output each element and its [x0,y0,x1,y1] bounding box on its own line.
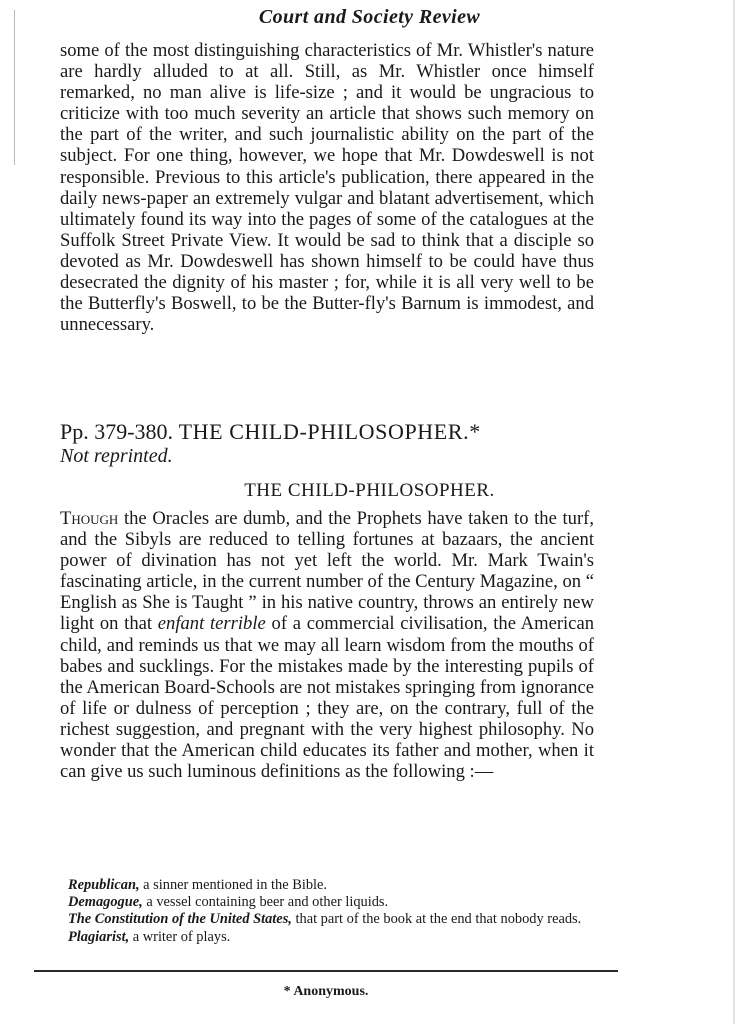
footnote: * Anonymous. [283,984,369,999]
section-title: THE CHILD-PHILOSOPHER. [244,480,495,501]
definition-item [68,877,608,894]
definition-term: Plagiarist, [68,928,130,945]
definition-text: a writer of plays. [129,928,231,945]
lead-word: Though [60,508,119,529]
definitions-list [68,877,608,946]
article-body-paragraph: Though the Oracles are dumb, and the Prophets have taken to the turf, and the Sibyls are reduced to telling fortunes at bazaars, the ancient power of divination has not yet left the world. Mr. Mark Twain's fascinating article, in the current number of the Century Magazine, on “ English as She is Taught ” in his native country, throws an entirely new light on that enfant terrible of a commercial civilisation, the American child, and reminds us that we may all learn wisdom from the mouths of babes and sucklings. For the mistakes made by the interesting pupils of the American Board-Schools are not mistakes springing from ignorance of life or dulness of perception ; they are, on the contrary, full of the richest suggestion, and pregnant with the very highest philosophy. No wonder that the American child educates its father and mother, when it can give us such luminous definitions as the following :— [60,508,595,783]
definition-item [68,911,608,928]
definition-term: The Constitution of the United States, [68,911,292,928]
entry-note: Not reprinted. [60,445,173,467]
margin-rule [14,10,15,165]
definition-term: Republican, [68,877,140,893]
entry-heading [60,419,481,444]
definition-term: Demagogue, [68,894,143,911]
definition-text: a vessel containing beer and other liquids. [142,894,389,911]
definition-item [68,894,608,911]
enfant-terrible-phrase: enfant terrible [157,613,266,635]
running-header: Court and Society Review [258,6,481,28]
article-review-paragraph: some of the most distinguishing characteristics of Mr. Whistler's nature are hardly alluded to at all. Still, as Mr. Whistler once himself remarked, no man alive is life-size ; and it would be ungracious to criticize with too much severity an article that shows such memory on the part of the writer, and such journalistic ability on the part of the subject. For one thing, however, we hope that Mr. Dowdeswell is not responsible. Previous to this article's publication, there appeared in the daily news-paper an extremely vulgar and blatant advertisement, which ultimately found its way into the pages of some of the catalogues at the Suffolk Street Private View. It would be sad to think that a disciple so devoted as Mr. Dowdeswell has shown himself to be could have thus desecrated the dignity of his master ; for, while it is all very well to be the Butterfly's Boswell, to be the Butter-fly's Barnum is immodest, and unnecessary. [60,40,595,336]
page-edge [733,0,735,1024]
entry-title: THE CHILD-PHILOSOPHER.* [178,419,481,444]
definition-text: that part of the book at the end that nobody reads. [291,911,582,928]
definition-item [68,929,608,946]
footnote-divider [34,970,618,972]
page-range: Pp. 379-380. [60,419,174,444]
definition-text: a sinner mentioned in the Bible. [139,877,327,893]
